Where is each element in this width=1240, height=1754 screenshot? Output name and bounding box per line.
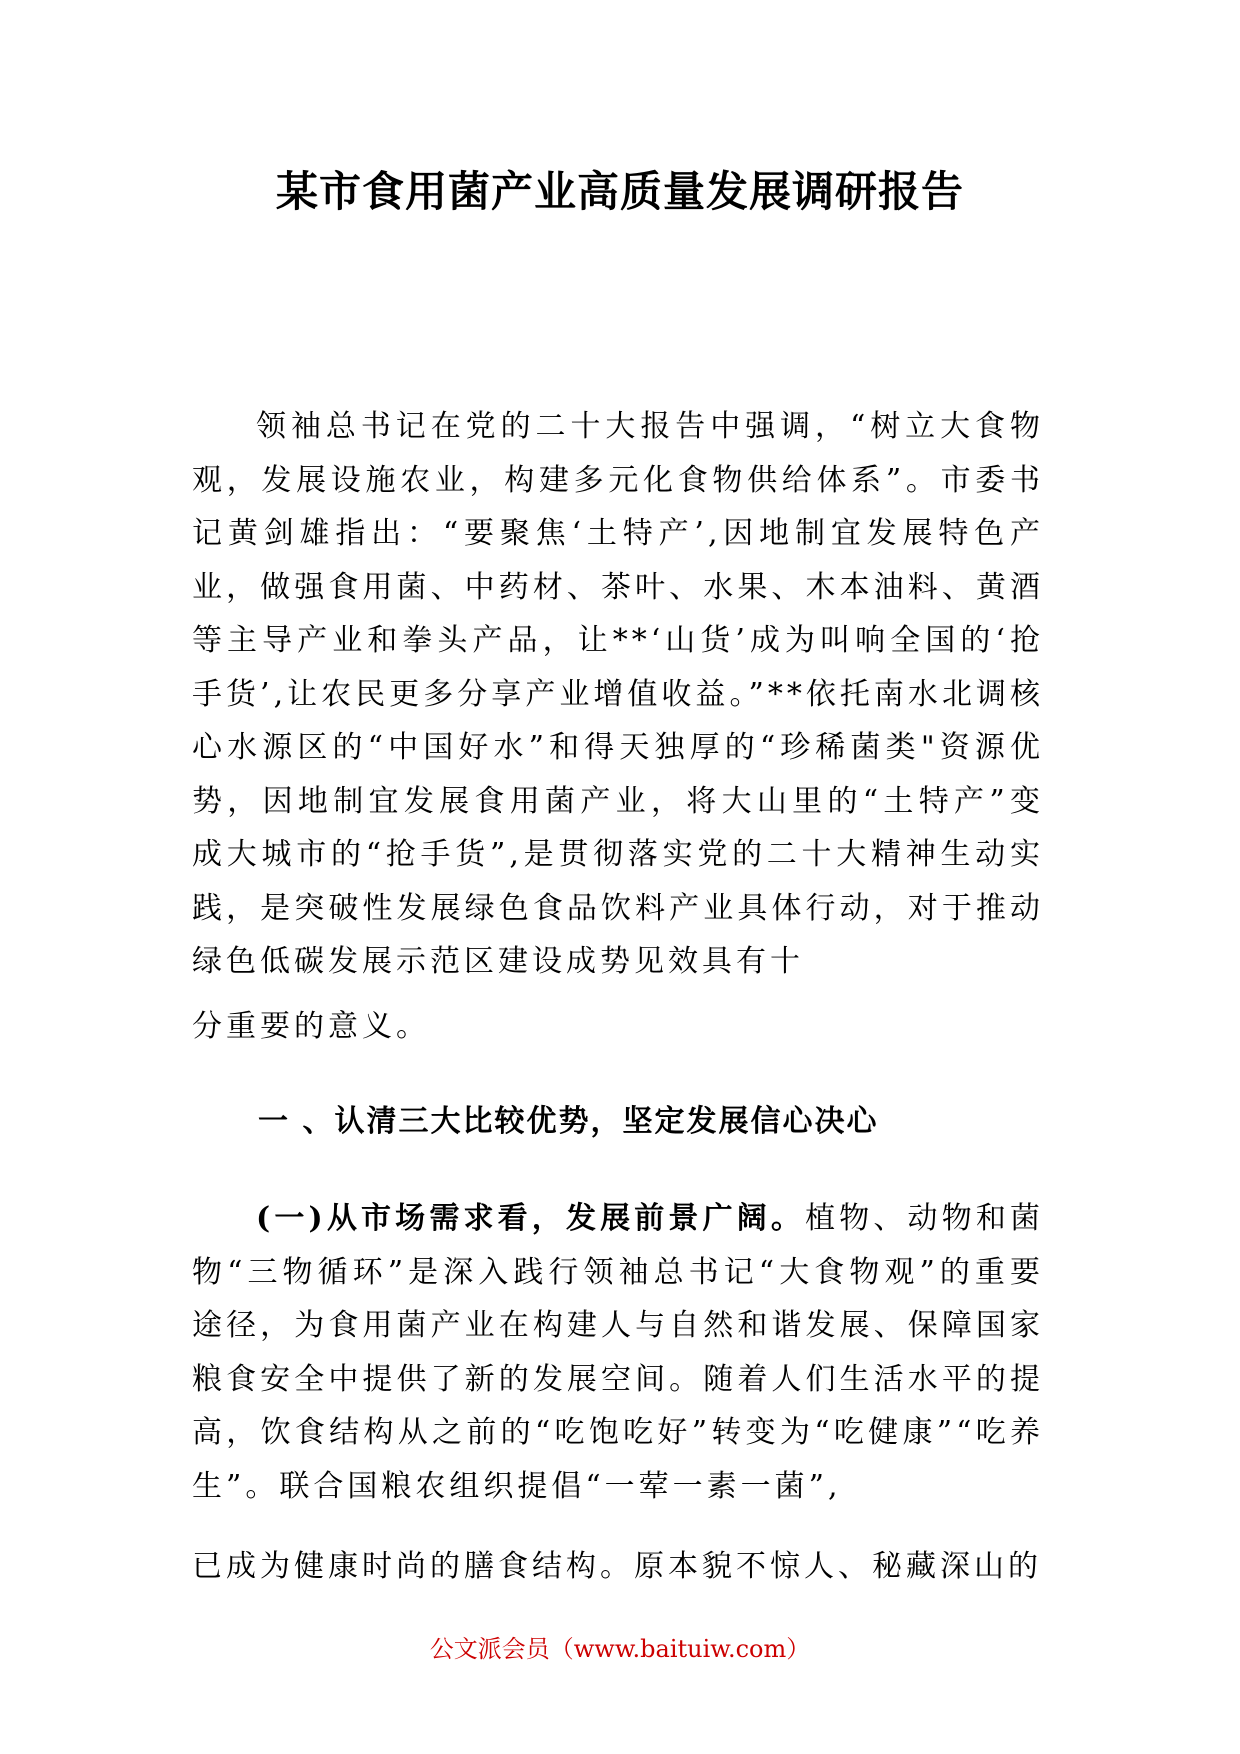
footer-watermark: 公文派会员（www.baituiw.com） <box>429 1635 811 1663</box>
subsection-paragraph-1 <box>192 1192 1044 1513</box>
document-title: 某市食用菌产业高质量发展调研报告 <box>275 167 964 216</box>
subsection-paragraph-tail: 已成为健康时尚的膳食结构。原本貌不惊人、秘藏深山的 <box>192 1549 1042 1584</box>
subsection-lead-heading: (一)从市场需求看，发展前景广阔。 <box>256 1201 806 1236</box>
subsection-paragraph-text: 植物、动物和菌物“三物循环”是深入践行领袖总书记“大食物观”的重要途径，为食用菌产业在构建人与自然和谐发展、保障国家粮食安全中提供了新的发展空间。随着人们生活水平的提高，饮食结构从之前的“吃饱吃好”转变为“吃健康”“吃养生”。联合国粮农组织提倡“一荤一素一菌”, <box>192 1201 1045 1504</box>
intro-paragraph-tail: 分重要的意义。 <box>192 1009 430 1044</box>
intro-paragraph: 领袖总书记在党的二十大报告中强调，“树立大食物观，发展设施农业，构建多元化食物供给体系”。市委书记黄剑雄指出：“要聚焦‘土特产’,因地制宜发展特色产业，做强食用菌、中药材、茶叶、水果、木本油料、黄酒等主导产业和拳头产品，让**‘山货’成为叫响全国的‘抢手货’,让农民更多分享产业增值收益。”**依托南水北调核心水源区的“中国好水”和得天独厚的“珍稀菌类"资源优势，因地制宜发展食用菌产业，将大山里的“土特产”变成大城市的“抢手货”,是贯彻落实党的二十大精神生动实践，是突破性发展绿色食品饮料产业具体行动，对于推动绿色低碳发展示范区建设成势见效具有十 <box>192 409 1044 979</box>
section-heading-1: 一 、认清三大比较优势，坚定发展信心决心 <box>258 1104 879 1139</box>
